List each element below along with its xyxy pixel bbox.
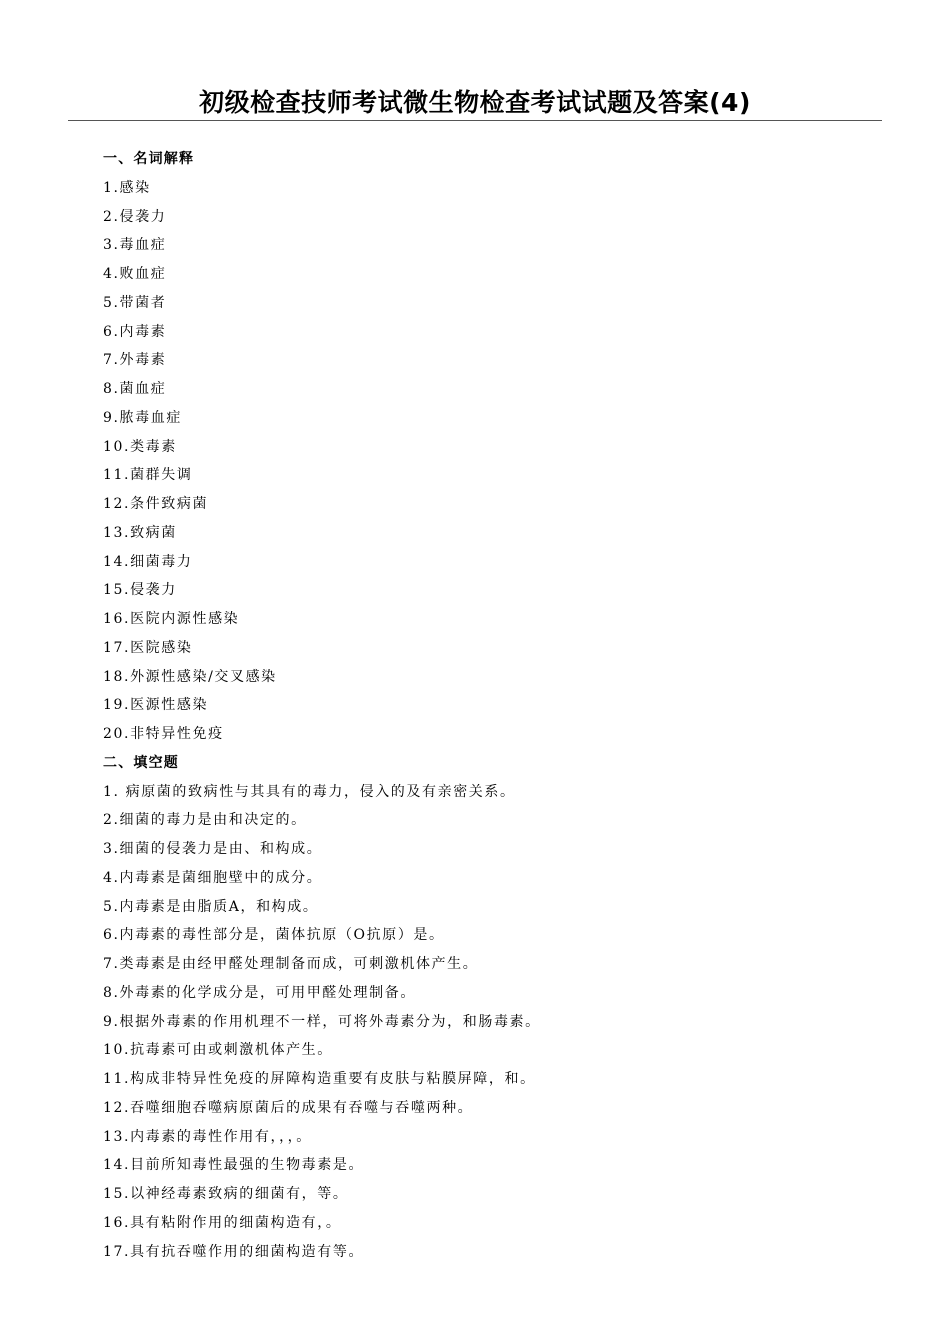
list-item: 6.内毒素	[103, 323, 167, 340]
list-item: 6.内毒素的毒性部分是，菌体抗原（O抗原）是。	[103, 927, 445, 944]
list-item: 12.吞噬细胞吞噬病原菌后的成果有吞噬与吞噬两种。	[103, 1099, 474, 1116]
list-item: 15.以神经毒素致病的细菌有，等。	[103, 1186, 349, 1202]
list-item: 3.细菌的侵袭力是由、和构成。	[103, 841, 323, 857]
list-item: 8.外毒素的化学成分是，可用甲醛处理制备。	[103, 984, 416, 1001]
list-item: 10.类毒素	[103, 438, 177, 455]
list-item: 1. 病原菌的致病性与其具有的毒力，侵入的及有亲密关系。	[103, 783, 516, 800]
section-heading-fill-blanks: 二、填空题	[103, 754, 179, 771]
document-body	[103, 145, 883, 1266]
list-item: 9.脓毒血症	[103, 409, 182, 426]
list-item: 14.目前所知毒性最强的生物毒素是。	[103, 1157, 365, 1174]
list-item: 16.具有粘附作用的细菌构造有，。	[103, 1214, 342, 1231]
list-item: 2.侵袭力	[103, 208, 167, 225]
document-title: 初级检查技师考试微生物检查考试试题及答案(4)	[199, 88, 751, 117]
definitions-list	[103, 174, 883, 749]
list-item: 11.菌群失调	[103, 467, 193, 484]
list-item: 3.毒血症	[103, 237, 167, 254]
list-item: 13.内毒素的毒性作用有，，，。	[103, 1128, 312, 1145]
list-item: 20.非特异性免疫	[103, 726, 224, 742]
list-item: 7.外毒素	[103, 352, 167, 369]
list-item: 11.构成非特异性免疫的屏障构造重要有皮肤与粘膜屏障，和。	[103, 1071, 536, 1087]
list-item: 2.细菌的毒力是由和决定的。	[103, 812, 307, 829]
list-item: 12.条件致病菌	[103, 496, 209, 512]
list-item: 15.侵袭力	[103, 582, 177, 599]
fill-blanks-list	[103, 778, 883, 1267]
list-item: 8.菌血症	[103, 381, 167, 397]
title-divider	[68, 120, 882, 121]
list-item: 7.类毒素是由经甲醛处理制备而成，可刺激机体产生。	[103, 956, 479, 972]
list-item: 19.医源性感染	[103, 697, 209, 714]
list-item: 18.外源性感染/交叉感染	[103, 668, 277, 685]
list-item: 17.具有抗吞噬作用的细菌构造有等。	[103, 1243, 365, 1260]
list-item: 1.感染	[103, 179, 151, 196]
list-item: 4.败血症	[103, 266, 167, 282]
list-item: 13.致病菌	[103, 524, 177, 541]
list-item: 9.根据外毒素的作用机理不一样，可将外毒素分为，和肠毒素。	[103, 1013, 541, 1030]
list-item: 14.细菌毒力	[103, 553, 193, 570]
list-item: 4.内毒素是菌细胞壁中的成分。	[103, 869, 323, 886]
list-item: 16.医院内源性感染	[103, 611, 240, 627]
list-item: 17.医院感染	[103, 639, 193, 656]
list-item: 5.带菌者	[103, 294, 167, 311]
list-item: 10.抗毒素可由或刺激机体产生。	[103, 1042, 333, 1059]
list-item: 5.内毒素是由脂质A，和构成。	[103, 898, 319, 915]
section-heading-definitions: 一、名词解释	[103, 151, 195, 167]
